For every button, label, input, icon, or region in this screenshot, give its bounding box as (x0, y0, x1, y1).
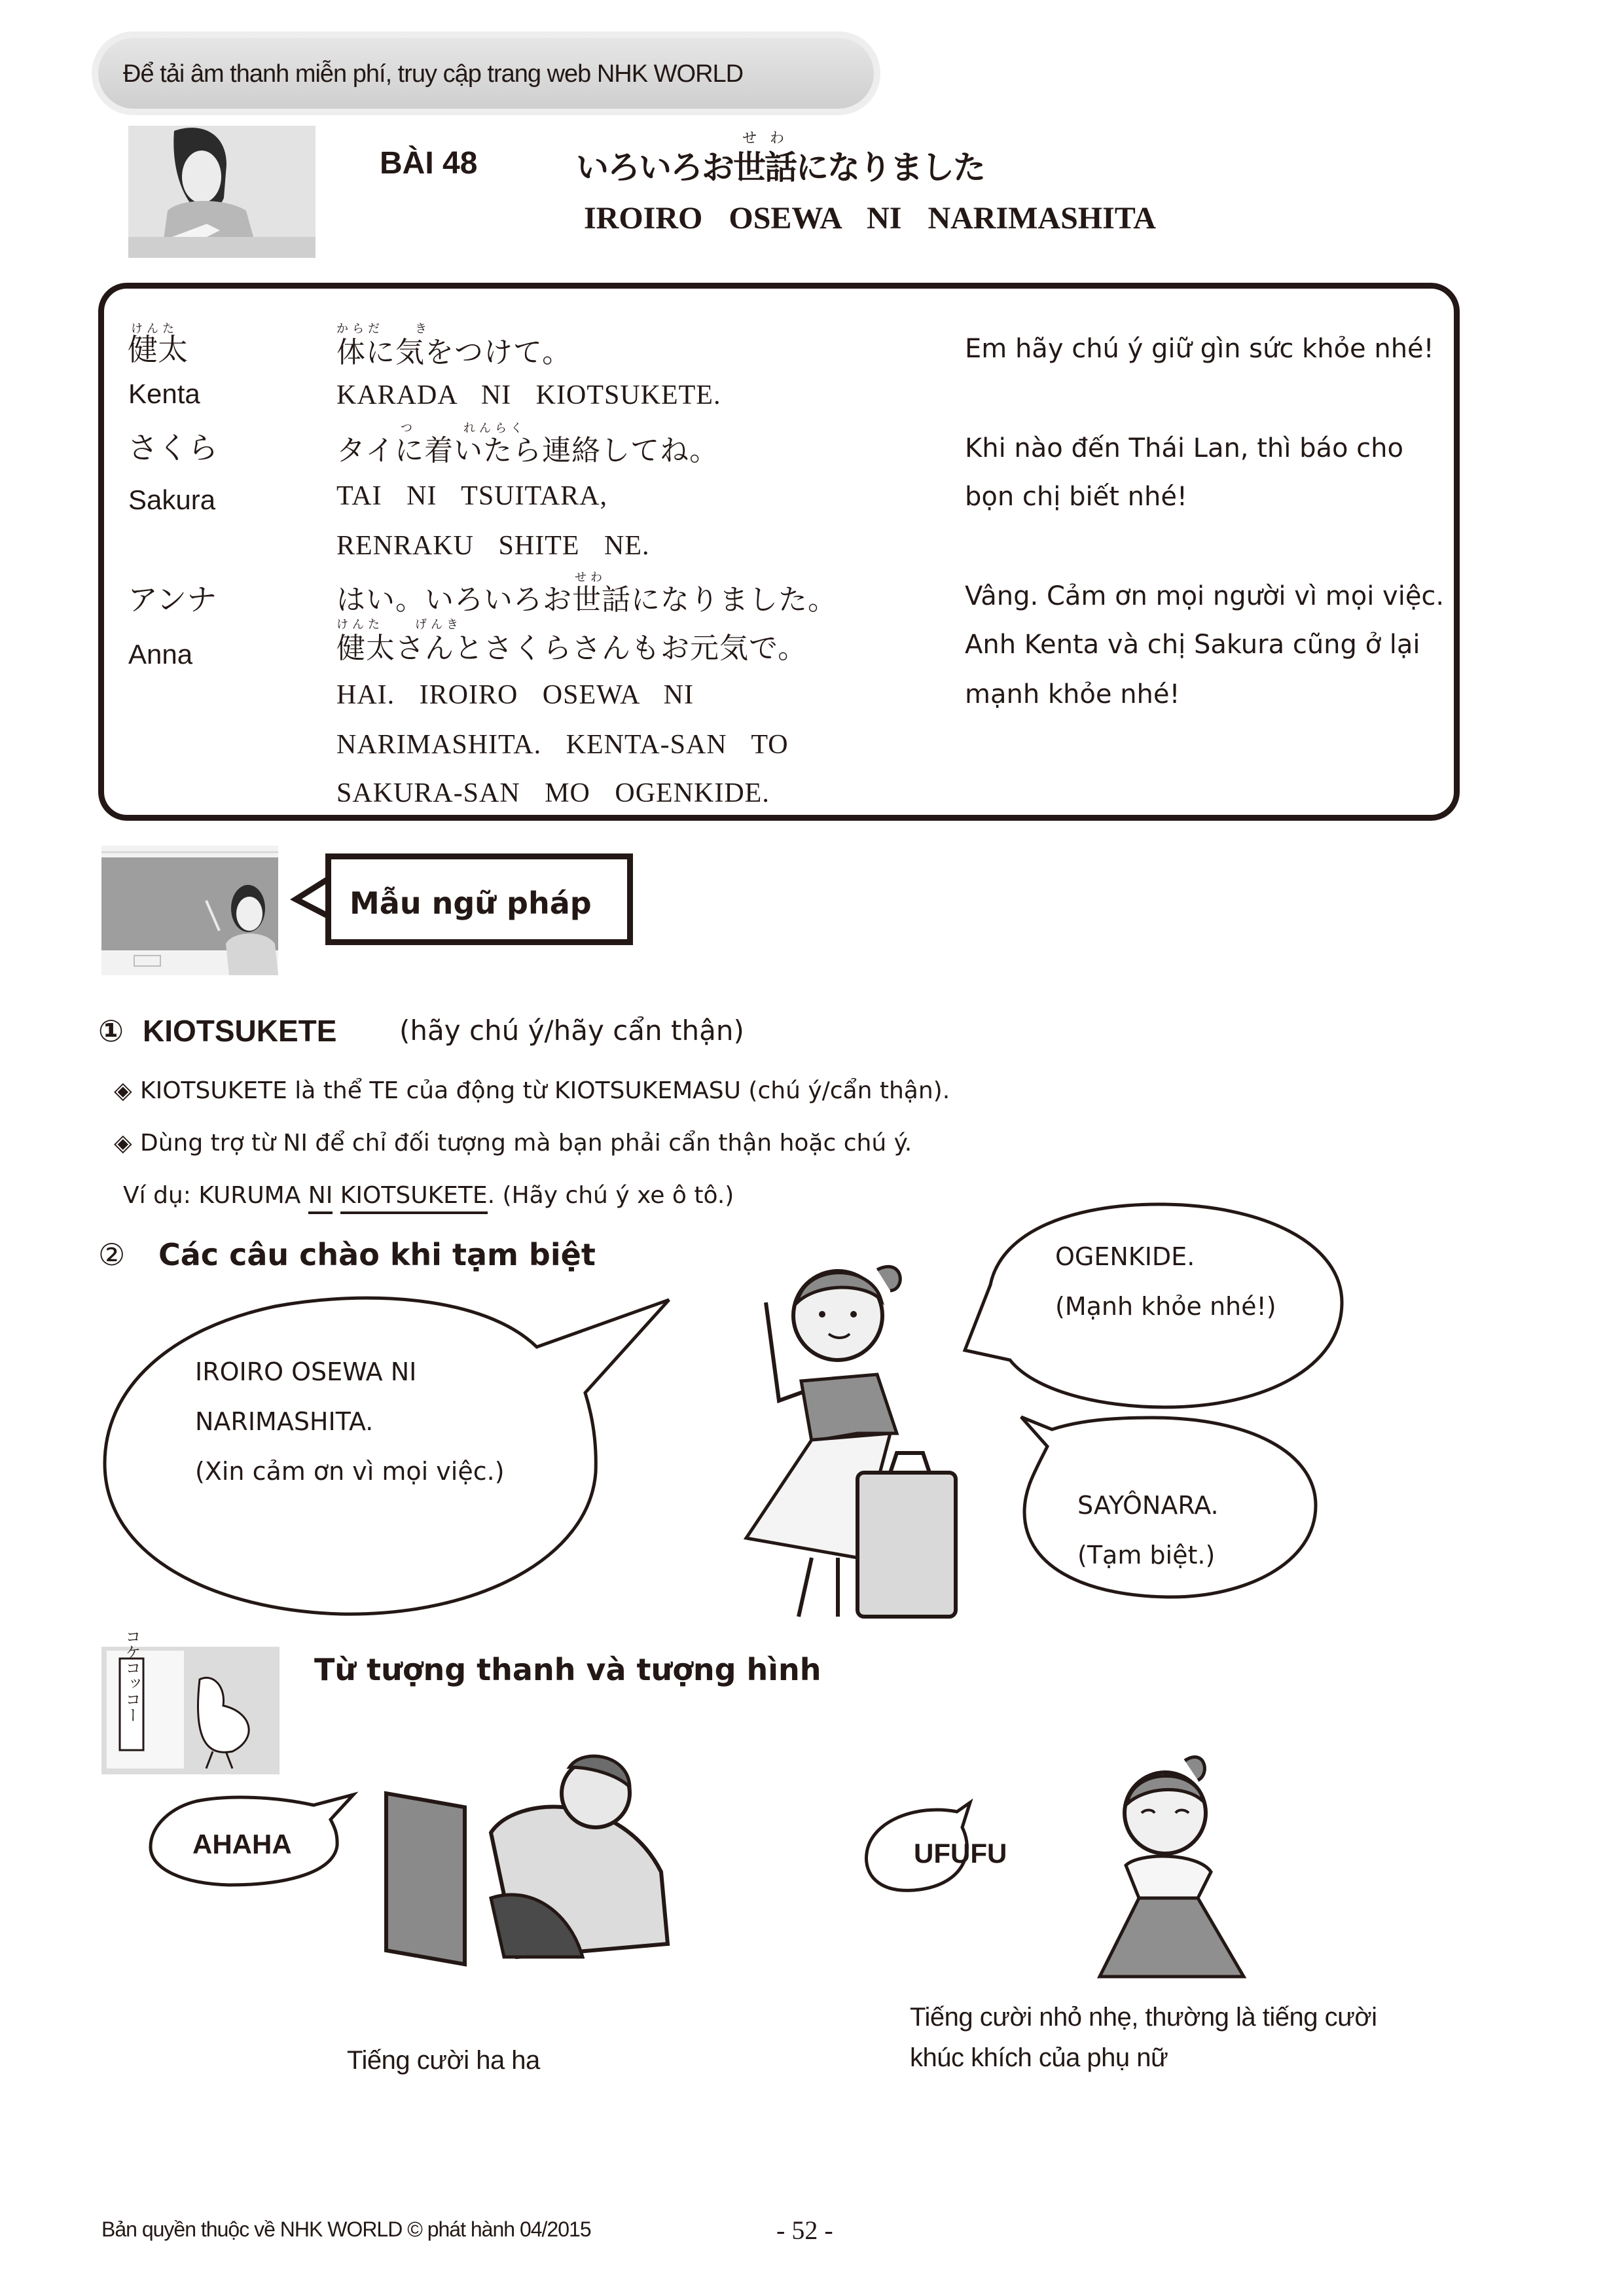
lesson-title-romaji: IROIRO OSEWA NI NARIMASHITA (584, 201, 1156, 236)
example-verb: KIOTSUKETE (340, 1182, 488, 1214)
jp-ruby: からだ き (336, 322, 431, 336)
ahaha-caption: Tiếng cười ha ha (347, 2046, 540, 2075)
speaker-romaji: Sakura (128, 484, 216, 515)
translation-line: mạnh khỏe nhé! (965, 679, 1180, 709)
bubble-line: IROIRO OSEWA NI (195, 1357, 417, 1386)
bubble-line: (Tạm biệt.) (1077, 1541, 1216, 1570)
jp-line: 健太さんとさくらさんもお元気で。 (336, 632, 808, 665)
point2-title: Các câu chào khi tạm biệt (158, 1237, 596, 1272)
rooster-sound-text: コケコッコー (122, 1628, 141, 1723)
onomatopoeia-title: Từ tượng thanh và tượng hình (314, 1652, 821, 1687)
jp-ruby: せわ (575, 571, 606, 584)
waving-girl-illustration (681, 1237, 969, 1630)
point1-subtitle: (hãy chú ý/hãy cẩn thận) (399, 1014, 744, 1047)
romaji-line: NARIMASHITA. KENTA-SAN TO (336, 730, 789, 760)
translation-line: bọn chị biết nhé! (965, 482, 1187, 512)
jp-ruby: つ れんらく (401, 422, 526, 435)
bullet-text: Dùng trợ từ NI để chỉ đối tượng mà bạn phải cẩn thận hoặc chú ý. (140, 1130, 912, 1157)
speaker-jp: さくら (128, 430, 218, 465)
bullet-text: KIOTSUKETE là thể TE của động từ KIOTSUKEMASU (chú ý/cẩn thận). (140, 1077, 950, 1104)
bubble-line: (Xin cảm ơn vì mọi việc.) (195, 1457, 505, 1486)
bubble-line: OGENKIDE. (1055, 1242, 1195, 1271)
example-particle: NI (308, 1182, 333, 1214)
lesson-title-ruby: せわ (742, 130, 798, 147)
example-suffix: . (Hãy chú ý xe ô tô.) (487, 1182, 734, 1209)
romaji-line: HAI. IROIRO OSEWA NI (336, 680, 694, 710)
jp-line: タイに着いたら連絡してね。 (336, 434, 719, 467)
translation-line: Khi nào đến Thái Lan, thì báo cho (965, 433, 1403, 463)
translation-line: Vâng. Cảm ơn mọi người vì mọi việc. (965, 581, 1445, 611)
lesson-number: BÀI 48 (380, 146, 478, 181)
page-number: - 52 - (776, 2215, 833, 2245)
ufufu-sound: UFUFU (914, 1838, 1007, 1869)
giggling-girl-illustration (1087, 1741, 1270, 1983)
copyright-text: Bản quyền thuộc về NHK WORLD © phát hành 04/2015 (101, 2217, 591, 2241)
rooster-icon (101, 1628, 280, 1774)
speaker-jp: アンナ (128, 582, 217, 617)
translation-line: Anh Kenta và chị Sakura cũng ở lại (965, 630, 1420, 660)
lesson-title-jp: いろいろお世話になりました (576, 149, 984, 187)
banner-text: Để tải âm thanh miễn phí, truy cập trang web NHK WORLD (123, 60, 744, 88)
point2-number: ② (98, 1237, 126, 1272)
diamond-bullet-icon: ◈ (114, 1077, 132, 1104)
example-prefix: Ví dụ: KURUMA (123, 1182, 308, 1209)
bubble-sayonara-text (1077, 1480, 1219, 1580)
speaker-jp: 健太 (128, 332, 188, 367)
rooster-illustration (101, 1628, 280, 1774)
bubble-line: SAYÔNARA. (1077, 1491, 1219, 1520)
jp-line: はい。いろいろお世話になりました。 (336, 583, 837, 617)
ufufu-caption-line: khúc khích của phụ nữ (910, 2043, 1168, 2072)
speaker-ruby: けんた (131, 322, 178, 336)
bubble-ogenkide-text (1055, 1232, 1276, 1331)
ufufu-caption-line: Tiếng cười nhỏ nhẹ, thường là tiếng cười (910, 2003, 1377, 2032)
translation-line: Em hãy chú ý giữ gìn sức khỏe nhé! (965, 334, 1434, 364)
laughing-man-illustration (386, 1741, 687, 1977)
grammar-label: Mẫu ngữ pháp (350, 886, 592, 921)
romaji-line: KARADA NI KIOTSUKETE. (336, 380, 721, 410)
bubble-line: NARIMASHITA. (195, 1407, 374, 1436)
point1-title: KIOTSUKETE (143, 1014, 337, 1048)
diamond-bullet-icon: ◈ (114, 1130, 132, 1157)
romaji-line: RENRAKU SHITE NE. (336, 531, 650, 561)
bubble-line: (Mạnh khỏe nhé!) (1055, 1292, 1276, 1321)
speaker-romaji: Kenta (128, 378, 200, 409)
romaji-line: TAI NI TSUITARA, (336, 481, 607, 511)
speaker-romaji: Anna (128, 639, 193, 670)
point1-number: ① (98, 1013, 124, 1049)
jp-ruby: けんた げんき (336, 618, 462, 632)
ahaha-sound: AHAHA (192, 1829, 292, 1859)
jp-line: 体に気をつけて。 (336, 336, 572, 369)
bubble-left-text (195, 1347, 505, 1496)
romaji-line: SAKURA-SAN MO OGENKIDE. (336, 778, 770, 808)
